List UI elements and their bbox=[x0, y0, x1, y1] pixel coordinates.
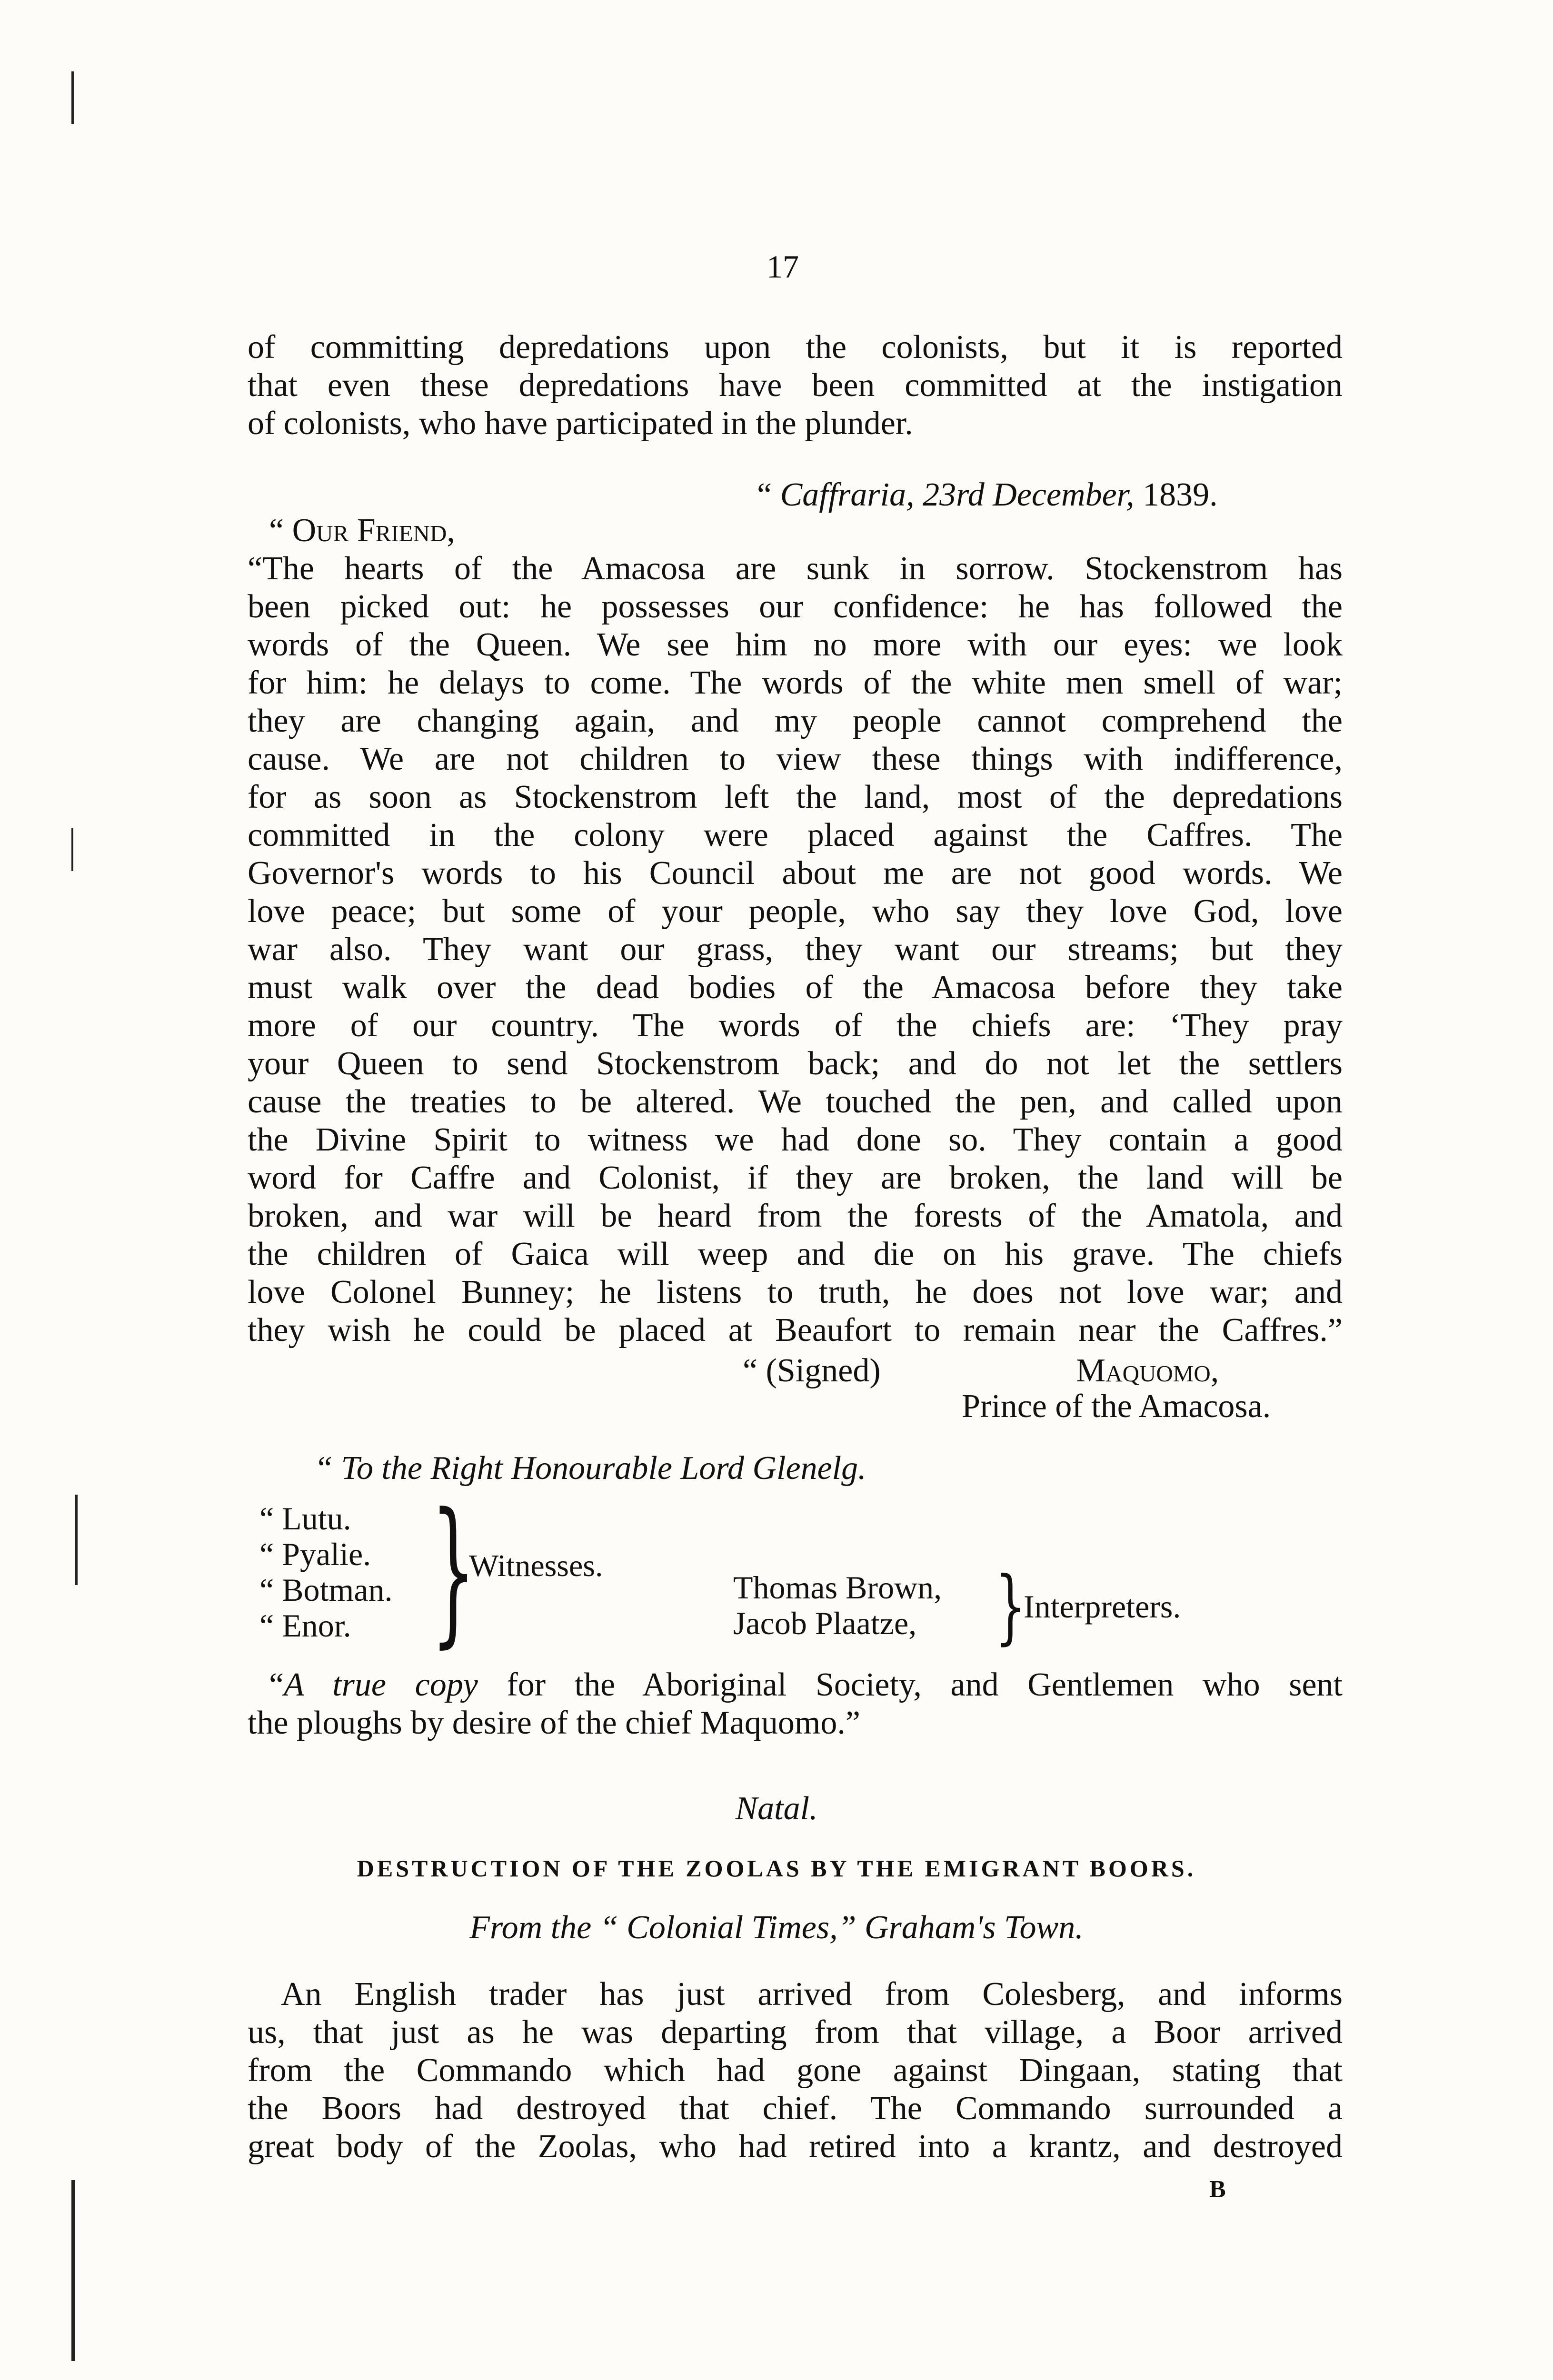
letter-line: cause. We are not children to view these things with indifference, bbox=[248, 741, 1343, 777]
signer-title: Prince of the Amacosa. bbox=[962, 1388, 1271, 1425]
left-margin-mark bbox=[75, 1495, 78, 1585]
paragraph-line: of committing depredations upon the colonists, but it is reported bbox=[248, 329, 1343, 366]
left-margin-mark bbox=[71, 71, 74, 124]
natal-line: An English trader has just arrived from Colesberg, and informs bbox=[281, 1976, 1343, 2013]
letter-line: Governor's words to his Council about me are not good words. We bbox=[248, 855, 1343, 892]
letter-line: for as soon as Stockenstrom left the land, most of the depredations bbox=[248, 779, 1343, 815]
source-prefix: From the bbox=[469, 1909, 592, 1946]
natal-line: great body of the Zoolas, who had retired into a krantz, and destroyed bbox=[248, 2128, 1343, 2165]
letter-line: cause the treaties to be altered. We touched the pen, and called upon bbox=[248, 1083, 1343, 1120]
witness-name: “ Pyalie. bbox=[259, 1536, 371, 1572]
true-copy-rest: for the Aboriginal Society, and Gentlemen who sent bbox=[507, 1666, 1343, 1703]
dateline-quote: “ bbox=[757, 476, 772, 513]
letter-line: love Colonel Bunney; he listens to truth, he does not love war; and bbox=[248, 1274, 1343, 1310]
source-line bbox=[0, 1909, 1553, 1947]
natal-line: the Boors had destroyed that chief. The Commando surrounded a bbox=[248, 2090, 1343, 2127]
left-margin-mark bbox=[71, 828, 73, 871]
letter-line: they are changing again, and my people cannot comprehend the bbox=[248, 703, 1343, 739]
paragraph-line: of colonists, who have participated in the plunder. bbox=[248, 405, 913, 442]
witness-name: “ Botman. bbox=[259, 1572, 393, 1608]
letter-line: word for Caffre and Colonist, if they are broken, the land will be bbox=[248, 1160, 1343, 1196]
witness-name: “ Enor. bbox=[259, 1607, 351, 1644]
letter-line: love peace; but some of your people, who say they love God, love bbox=[248, 893, 1343, 930]
letter-salutation: “ Our Friend, bbox=[269, 512, 455, 549]
letter-line: the Divine Spirit to witness we had done so. They contain a good bbox=[248, 1121, 1343, 1158]
source-place: Graham's Town. bbox=[865, 1909, 1084, 1946]
interpreter-name: Thomas Brown, bbox=[733, 1569, 942, 1606]
witness-name: “ Lutu. bbox=[259, 1500, 351, 1537]
letter-line: broken, and war will be heard from the forests of the Amatola, and bbox=[248, 1198, 1343, 1234]
witness-brace-icon: } bbox=[431, 1479, 476, 1662]
section-subheading: DESTRUCTION OF THE ZOOLAS BY THE EMIGRANT BOORS. bbox=[357, 1855, 1196, 1882]
interpreters-label: Interpreters. bbox=[1024, 1588, 1181, 1625]
paragraph-line: that even these depredations have been committed at the instigation bbox=[248, 367, 1343, 404]
dateline-date: 23rd December, bbox=[923, 476, 1135, 513]
letter-line: more of our country. The words of the chiefs are: ‘They pray bbox=[248, 1007, 1343, 1044]
witnesses-label: Witnesses. bbox=[469, 1548, 603, 1583]
letter-addressee: “ To the Right Honourable Lord Glenelg. bbox=[314, 1450, 866, 1487]
source-title: “ Colonial Times,” bbox=[599, 1909, 856, 1946]
letter-line: “The hearts of the Amacosa are sunk in sorrow. Stockenstrom has bbox=[248, 550, 1343, 587]
signed-label: “ (Signed) bbox=[743, 1352, 881, 1389]
true-copy-quote: “ bbox=[269, 1666, 284, 1703]
letter-dateline bbox=[757, 476, 1218, 514]
interpreter-brace-icon: } bbox=[995, 1559, 1026, 1654]
letter-line: words of the Queen. We see him no more with our eyes: we look bbox=[248, 626, 1343, 663]
letter-line: for him: he delays to come. The words of the white men smell of war; bbox=[248, 664, 1343, 701]
letter-line: war also. They want our grass, they want our streams; but they bbox=[248, 931, 1343, 968]
interpreter-name: Jacob Plaatze, bbox=[733, 1605, 917, 1641]
signer-name: Maquomo, bbox=[1076, 1352, 1219, 1389]
letter-line: been picked out: he possesses our confidence: he has followed the bbox=[248, 588, 1343, 625]
signature-mark: B bbox=[1209, 2176, 1226, 2203]
letter-line: must walk over the dead bodies of the Amacosa before they take bbox=[248, 969, 1343, 1006]
true-copy-emphasis: A true copy bbox=[284, 1666, 478, 1703]
dateline-place: Caffraria, bbox=[780, 476, 915, 513]
letter-line: the children of Gaica will weep and die on his grave. The chiefs bbox=[248, 1236, 1343, 1272]
true-copy-line: the ploughs by desire of the chief Maquomo.” bbox=[248, 1705, 860, 1741]
letter-line: committed in the colony were placed against the Caffres. The bbox=[248, 817, 1343, 853]
section-heading: Natal. bbox=[735, 1790, 818, 1827]
page-number: 17 bbox=[767, 248, 799, 285]
letter-line: your Queen to send Stockenstrom back; and do not let the settlers bbox=[248, 1045, 1343, 1082]
left-margin-mark bbox=[71, 2180, 75, 2361]
letter-line: they wish he could be placed at Beaufort to remain near the Caffres.” bbox=[248, 1312, 1343, 1349]
dateline-year: 1839. bbox=[1143, 476, 1218, 513]
natal-line: from the Commando which had gone against Dingaan, stating that bbox=[248, 2052, 1343, 2089]
true-copy-line bbox=[269, 1666, 1343, 1704]
natal-line: us, that just as he was departing from that village, a Boor arrived bbox=[248, 2014, 1343, 2051]
